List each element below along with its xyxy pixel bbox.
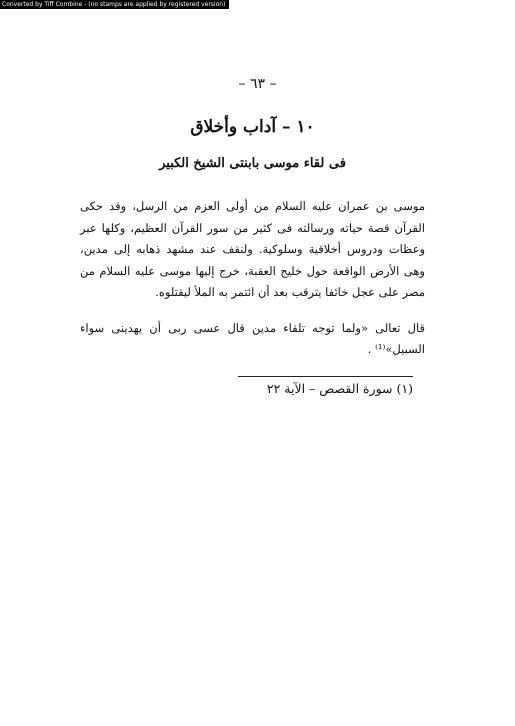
footnote-divider bbox=[238, 376, 413, 377]
page-number: – ٦٣ – bbox=[238, 76, 277, 92]
page-content bbox=[80, 112, 425, 361]
quran-verse-paragraph: قال تعالى «ولما توجه تلقاء مدين قال عسى ربى أن يهدينى سواء السبيل»⁽¹⁾ . bbox=[80, 320, 425, 356]
chapter-title: ١٠ – آداب وأخلاق bbox=[190, 117, 315, 137]
converter-banner: Converted by Tiff Combine - (no stamps are applied by registered version) bbox=[0, 0, 229, 9]
body-paragraph: موسى بن عمران عليه السلام من أولى العزم من الرسل، وقد حكى القرآن قصة حياته ورسالته فى كثير من سور القرآن العظيم، وكلها عبر وعظات ودروس أخلاقية وسلوكية. ولنقف عند مشهد ذهابه إلى مدين، وهى الأرض الواقعة حول خليج العقبة، خرج إليها موسى عليه السلام من مصر على عجل خائفا يترقب بعد أن ائتمر به الملأ ليقتلوه. bbox=[80, 199, 425, 299]
chapter-subtitle: فى لقاء موسى بابنتى الشيخ الكبير bbox=[159, 156, 346, 171]
footnote-text: (١) سورة القصص – الآية ٢٢ bbox=[266, 381, 413, 396]
footnote bbox=[238, 376, 413, 399]
